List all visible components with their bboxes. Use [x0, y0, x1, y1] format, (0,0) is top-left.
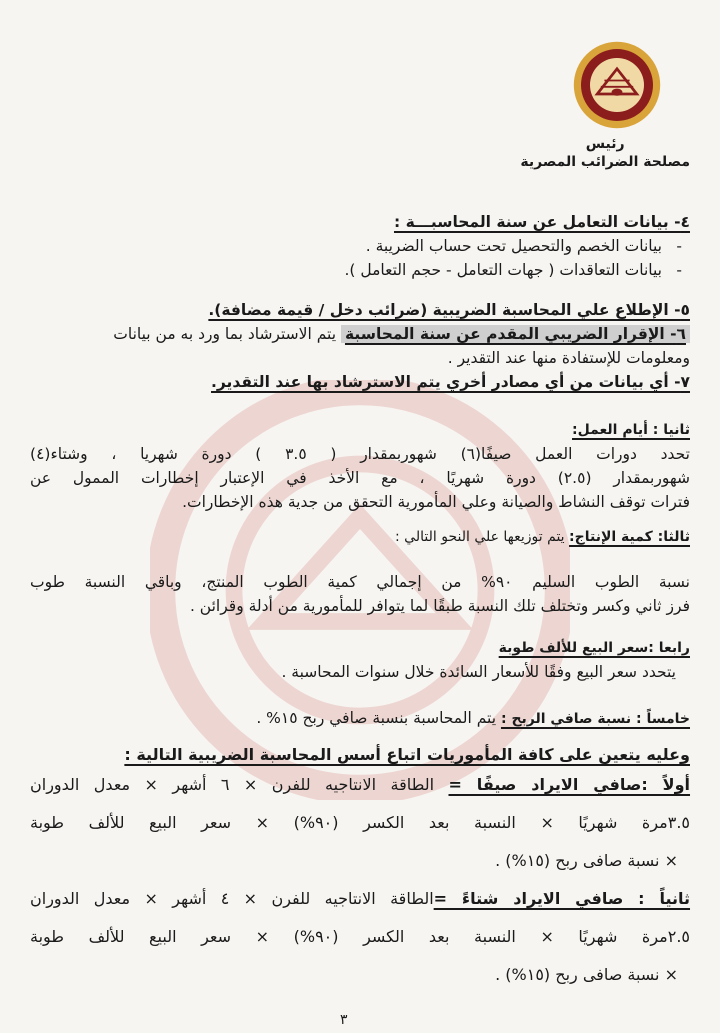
- header-title: رئيس: [585, 136, 625, 152]
- working-days-line2: شهوربمقدار (٢.٥) دورة شهريًا ، مع الأخذ في الإعتبار إخطارات الممول عن: [30, 469, 690, 487]
- rule-2-line2: ٢.٥مرة شهريًا × النسبة بعد الكسر (٩٠%) × سعر البيع للألف طوبة: [30, 927, 690, 946]
- rule-1-line1: [30, 770, 690, 800]
- working-days-heading: ثانيا : أيام العمل:: [572, 422, 690, 438]
- section-4-heading: ٤- بيانات التعامل عن سنة المحاسبـــة :: [393, 213, 690, 231]
- rule-1-text: الطاقة الانتاجيه للفرن × ٦ أشهر × معدل الدوران: [30, 775, 449, 794]
- price-heading: رابعا :سعر البيع للألف طوبة: [498, 640, 690, 656]
- section-6-text: يتم الاسترشاد بما ورد به من بيانات: [113, 325, 341, 343]
- section-6-line2: ومعلومات للإستفادة منها عند التقدير .: [447, 349, 690, 367]
- production-line1: نسبة الطوب السليم ٩٠% من إجمالي كمية الطوب المنتج، وباقي النسبة طوب: [30, 573, 691, 591]
- section-5: ٥- الإطلاع علي المحاسبة الضريبية (ضرائب دخل / قيمة مضافة).: [208, 301, 690, 319]
- rule-1-line3: × نسبة صافى ربح (١٥%) .: [495, 851, 678, 870]
- section-profit: [30, 706, 690, 731]
- header-caption: [520, 136, 690, 170]
- sections-5-7: [30, 298, 690, 394]
- working-days-line3: فترات توقف النشاط والصيانة وعلي المأمورية التحقق من جدية هذه الإخطارات.: [182, 493, 690, 511]
- header-subtitle: مصلحة الضرائب المصرية: [520, 154, 690, 170]
- section-working-days: [30, 418, 690, 514]
- section-4: [30, 210, 690, 282]
- production-heading: ثالثا: كمية الإنتاج:: [569, 529, 690, 545]
- rule-2-text: الطاقة الانتاجيه للفرن × ٤ أشهر × معدل الدوران: [30, 889, 434, 908]
- page-number: ٣: [340, 1012, 348, 1028]
- section-production: [30, 524, 690, 549]
- production-intro: يتم توزيعها علي النحو التالي :: [395, 529, 570, 545]
- profit-text: يتم المحاسبة بنسبة صافي ربح ١٥% .: [256, 709, 501, 727]
- rule-2-line1: [30, 884, 690, 914]
- section-7: ٧- أي بيانات من أي مصادر أخري يتم الاسترشاد بها عند التقدير.: [211, 373, 690, 391]
- profit-heading: خامساً : نسبة صافي الربح :: [500, 711, 690, 727]
- production-line2: فرز ثاني وكسر وتختلف تلك النسبة طبقًا لما يتوافر للمأمورية من أدلة وقرائن .: [189, 597, 690, 615]
- section-rules: [30, 740, 690, 990]
- ministry-seal-logo: [572, 40, 662, 130]
- section-4-item-1: - بيانات الخصم والتحصيل تحت حساب الضريبة .: [30, 234, 690, 258]
- rule-1-label: أولاً :صافي الايراد صيفًا =: [448, 775, 691, 794]
- rule-2-label: ثانياً : صافي الايراد شتاءً =: [433, 889, 691, 908]
- rule-2-line3: × نسبة صافى ربح (١٥%) .: [495, 965, 678, 984]
- price-line: يتحدد سعر البيع وفقًا للأسعار السائدة خلال سنوات المحاسبة .: [281, 663, 676, 681]
- working-days-line1: تحدد دورات العمل صيفًا(٦) شهوربمقدار ( ٣.٥ ) دورة شهريا ، وشتاء(٤): [30, 445, 690, 463]
- section-4-item-2: - بيانات التعاقدات ( جهات التعامل - حجم التعامل ).: [30, 258, 690, 282]
- section-price: [30, 636, 690, 684]
- section-6-heading: ٦- الإقرار الضريبي المقدم عن سنة المحاسبة: [341, 325, 690, 343]
- section-production-text: [30, 570, 690, 618]
- rule-1-line2: ٣.٥مرة شهريًا × النسبة بعد الكسر (٩٠%) × سعر البيع للألف طوبة: [30, 813, 690, 832]
- rules-heading: وعليه يتعين على كافة المأموريات اتباع أسس المحاسبة الضريبية التالية :: [124, 745, 690, 764]
